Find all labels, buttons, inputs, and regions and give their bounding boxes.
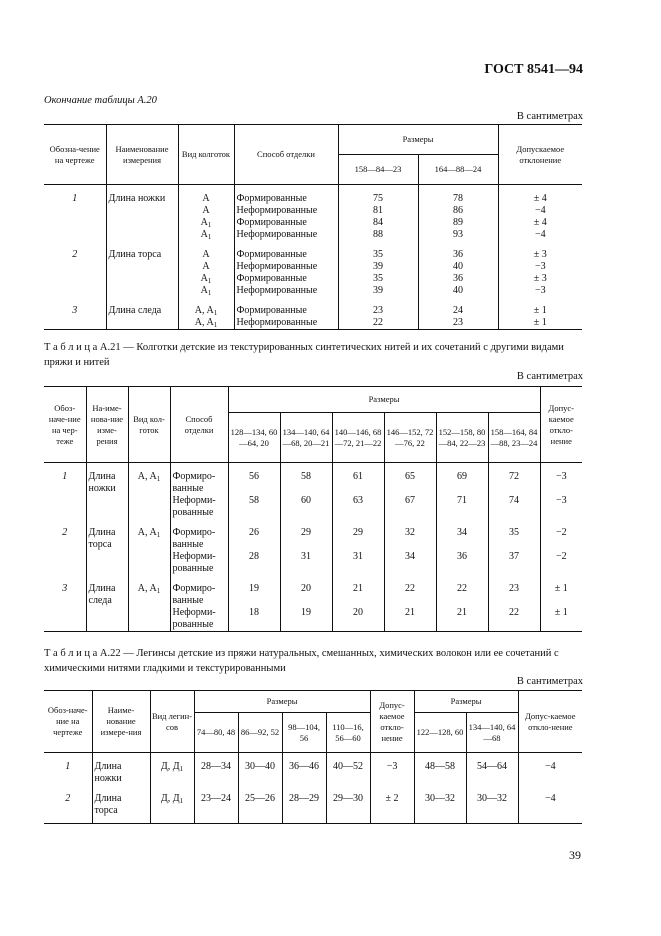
t20-row-number: 3 — [72, 305, 78, 316]
t21-tolerance-value: ± 1 — [554, 583, 568, 594]
t21-size-value: 72 — [509, 471, 519, 482]
t21-cell — [128, 471, 170, 519]
t20-header-measure: Наименование измерения — [106, 125, 178, 185]
t20-measure-name: Длина следа — [108, 305, 162, 316]
t20-cell — [178, 305, 234, 330]
t20-finish: Неформированные — [236, 229, 318, 240]
t21-cell — [280, 583, 332, 632]
t22-size-value: 30—40 — [245, 761, 275, 772]
t22-cell — [92, 761, 150, 785]
t21-cell — [128, 527, 170, 575]
t21-cell — [488, 583, 540, 632]
t20-size-2-value: 36 — [453, 273, 463, 284]
t20-cell — [418, 193, 498, 241]
t21-size-value: 69 — [457, 471, 467, 482]
t20-size-1-value: 39 — [373, 285, 383, 296]
t21-measure-name: Длина — [88, 583, 116, 594]
t22-size-value: 28—29 — [289, 793, 319, 804]
t20-finish: Неформированные — [236, 317, 318, 328]
t21-header-tolerance: Допус-каемое откло-нение — [540, 387, 582, 463]
t20-cell — [498, 193, 582, 241]
t22-tolerance-value: ± 2 — [385, 793, 399, 804]
t20-row-number: 1 — [72, 193, 78, 204]
table-row — [44, 193, 582, 241]
t21-cell — [228, 527, 280, 575]
t20-size-2-value: 93 — [453, 229, 463, 240]
t22-cell — [282, 761, 326, 785]
t20-cell — [106, 249, 178, 297]
t21-cell — [86, 471, 128, 519]
t20-tolerance-value: ± 3 — [533, 273, 547, 284]
t22-cell — [194, 761, 238, 785]
t21-header-size-6: 158—164, 84—88, 23—24 — [488, 413, 540, 463]
t22-size-value: 54—64 — [477, 761, 508, 772]
t21-cell — [332, 471, 384, 519]
t22-header-size-6: 134—140, 64—68 — [466, 713, 518, 753]
t22-size-value: 28—34 — [201, 761, 231, 772]
t22-cell — [238, 761, 282, 785]
t21-cell — [436, 583, 488, 632]
t22-header-measure: Наиме-нование измере-ния — [92, 691, 150, 753]
t22-cell — [44, 761, 92, 785]
t22-cell — [370, 761, 414, 785]
t20-cell — [338, 249, 418, 297]
t21-cell — [332, 527, 384, 575]
t22-header-size-3: 98—104, 56 — [282, 713, 326, 753]
t20-finish: Формированные — [236, 249, 307, 260]
t22-type: Д, $Д_1$ — [160, 761, 184, 773]
t21-size-value: 71 — [457, 495, 467, 506]
t20-type: $A_1$ — [200, 273, 212, 285]
t22-type: Д, $Д_1$ — [160, 793, 184, 805]
t22-header-sizes-b: Размеры — [414, 691, 518, 713]
t20-cell — [44, 193, 106, 241]
table-row — [44, 793, 582, 824]
t21-measure-name: следа — [88, 595, 112, 606]
t20-finish: Неформированные — [236, 285, 318, 296]
t21-finish: Неформи- — [172, 495, 216, 506]
t21-cell — [228, 583, 280, 632]
t20-type: A — [202, 261, 210, 272]
t20-cell — [234, 193, 338, 241]
t21-size-value: 23 — [509, 583, 519, 594]
t20-row-number: 2 — [72, 249, 78, 260]
t20-size-2-value: 89 — [453, 217, 463, 228]
t21-type: A, $A_1$ — [137, 583, 161, 595]
t22-cell — [414, 793, 466, 824]
table-row — [44, 249, 582, 297]
t22-measure-name: торса — [94, 805, 118, 816]
t21-size-value: 67 — [405, 495, 415, 506]
t21-cell — [540, 583, 582, 632]
t20-type: A — [202, 193, 210, 204]
t20-tolerance-value: −4 — [534, 229, 546, 240]
t22-cell — [238, 793, 282, 824]
table-a21-unit: В сантиметрах — [516, 371, 583, 382]
t20-cell — [234, 305, 338, 330]
t22-size-value: 40—52 — [333, 761, 364, 772]
t21-cell — [436, 471, 488, 519]
t21-header-type: Вид кол-готок — [128, 387, 170, 463]
t20-cell — [106, 305, 178, 330]
t20-header-designation: Обозна-чение на чертеже — [44, 125, 106, 185]
t22-size-value: 25—26 — [245, 793, 275, 804]
t20-finish: Формированные — [236, 273, 307, 284]
t22-header-designation: Обоз-наче-ние на чертеже — [44, 691, 92, 753]
t21-type: A, $A_1$ — [137, 471, 161, 483]
t20-size-1-value: 39 — [373, 261, 383, 272]
t21-finish: ванные — [172, 483, 204, 494]
t20-tolerance-value: ± 1 — [533, 317, 547, 328]
t21-tolerance-value: −3 — [555, 495, 567, 506]
t22-cell — [518, 793, 582, 824]
t20-size-1-value: 35 — [373, 249, 383, 260]
t21-size-value: 31 — [301, 551, 311, 562]
t21-header-designation: Обоз-наче-ние на чер-теже — [44, 387, 86, 463]
t22-tolerance-value: −4 — [544, 761, 556, 772]
t22-cell — [150, 761, 194, 785]
t20-size-1-value: 81 — [373, 205, 383, 216]
t22-header-size-4: 110—16, 56—60 — [326, 713, 370, 753]
t21-type: A, $A_1$ — [137, 527, 161, 539]
table-row — [44, 761, 582, 785]
t21-size-value: 26 — [249, 527, 259, 538]
t21-size-value: 19 — [249, 583, 259, 594]
t20-finish: Формированные — [236, 217, 307, 228]
t21-tolerance-value: ± 1 — [554, 607, 568, 618]
t21-size-value: 34 — [457, 527, 467, 538]
t22-size-value: 48—58 — [425, 761, 456, 772]
t21-cell — [280, 471, 332, 519]
table-a20 — [44, 124, 582, 330]
t20-size-1-value: 35 — [373, 273, 383, 284]
t21-finish: ванные — [172, 539, 204, 550]
t21-header-size-5: 152—158, 80—84, 22—23 — [436, 413, 488, 463]
t21-cell — [170, 583, 228, 632]
t20-tolerance-value: ± 3 — [533, 249, 547, 260]
t21-cell — [280, 527, 332, 575]
t21-size-value: 22 — [457, 583, 467, 594]
t20-size-2-value: 24 — [453, 305, 463, 316]
t21-cell — [332, 583, 384, 632]
t22-cell — [370, 793, 414, 824]
t20-finish: Формированные — [236, 193, 307, 204]
t21-size-value: 18 — [249, 607, 259, 618]
t20-cell — [178, 193, 234, 241]
t21-size-value: 36 — [457, 551, 467, 562]
t20-cell — [234, 249, 338, 297]
t20-cell — [418, 249, 498, 297]
t20-type: A — [202, 249, 210, 260]
t20-size-2-value: 36 — [453, 249, 463, 260]
t21-header-finish: Способ отделки — [170, 387, 228, 463]
t22-size-value: 29—30 — [333, 793, 364, 804]
t22-measure-name: ножки — [94, 773, 122, 784]
t20-size-2-value: 40 — [453, 261, 463, 272]
t20-size-2-value: 86 — [453, 205, 463, 216]
t20-cell — [44, 305, 106, 330]
t21-finish: Неформи- — [172, 551, 216, 562]
t21-size-value: 22 — [509, 607, 519, 618]
table-a22-caption: Т а б л и ц а А.22 — Легинсы детские из пряжи натуральных, смешанных, химических волокон или ее сочетаний с химическими нитями гладкими и текстурированными — [44, 648, 559, 674]
t21-size-value: 56 — [249, 471, 259, 482]
t22-cell — [326, 793, 370, 824]
t21-cell — [228, 471, 280, 519]
t21-tolerance-value: −2 — [555, 551, 567, 562]
t21-cell — [170, 471, 228, 519]
t21-size-value: 74 — [509, 495, 519, 506]
t21-cell — [44, 583, 86, 632]
t21-size-value: 34 — [405, 551, 415, 562]
table-a22 — [44, 690, 582, 824]
t21-finish: ванные — [172, 595, 204, 606]
table-a21 — [44, 386, 582, 632]
t21-size-value: 32 — [405, 527, 415, 538]
t21-row-number: 2 — [62, 527, 68, 538]
t22-row-number: 1 — [65, 761, 71, 772]
t22-size-value: 36—46 — [289, 761, 319, 772]
t21-cell — [384, 471, 436, 519]
t21-size-value: 19 — [301, 607, 311, 618]
t20-cell — [498, 249, 582, 297]
t21-cell — [86, 527, 128, 575]
t20-tolerance-value: ± 1 — [533, 305, 547, 316]
t20-size-2-value: 40 — [453, 285, 463, 296]
t20-type: $A_1$ — [200, 285, 212, 297]
table-a20-unit: В сантиметрах — [516, 111, 583, 122]
t21-size-value: 21 — [353, 583, 363, 594]
table-row — [44, 527, 582, 575]
t22-cell — [194, 793, 238, 824]
t21-size-value: 58 — [301, 471, 311, 482]
t20-header-size-2: 164—88—24 — [418, 155, 498, 185]
t20-finish: Формированные — [236, 305, 307, 316]
t21-measure-name: Длина — [88, 471, 116, 482]
t21-header-size-3: 140—146, 68—72, 21—22 — [332, 413, 384, 463]
t20-cell — [44, 249, 106, 297]
t21-header-sizes: Размеры — [228, 387, 540, 413]
t20-finish: Неформированные — [236, 205, 318, 216]
t20-type: $A_1$ — [200, 229, 212, 241]
t20-type: A, $A_1$ — [194, 305, 218, 317]
t22-size-value: 30—32 — [477, 793, 508, 804]
t22-cell — [92, 793, 150, 824]
t22-header-tolerance-a: Допус-каемое откло-нение — [370, 691, 414, 753]
t21-size-value: 63 — [353, 495, 363, 506]
t21-size-value: 35 — [509, 527, 519, 538]
table-row — [44, 305, 582, 330]
t21-cell — [540, 471, 582, 519]
t20-cell — [106, 193, 178, 241]
t22-cell — [466, 793, 518, 824]
t21-cell — [384, 527, 436, 575]
t21-tolerance-value: −3 — [555, 471, 567, 482]
t21-cell — [436, 527, 488, 575]
page-number: 39 — [569, 848, 581, 862]
t22-cell — [44, 793, 92, 824]
table-row — [44, 471, 582, 519]
t20-size-1-value: 84 — [373, 217, 383, 228]
table-a22-unit: В сантиметрах — [516, 676, 583, 687]
t20-cell — [338, 305, 418, 330]
t21-row-number: 1 — [62, 471, 68, 482]
t21-cell — [44, 471, 86, 519]
t20-type: $A_1$ — [200, 217, 212, 229]
t21-size-value: 29 — [301, 527, 311, 538]
t21-cell — [170, 527, 228, 575]
t21-finish: Формиро- — [172, 471, 216, 482]
t22-cell — [466, 761, 518, 785]
table-a20-caption: Окончание таблицы А.20 — [44, 95, 157, 106]
t22-row-number: 2 — [65, 793, 71, 804]
t22-size-value: 23—24 — [201, 793, 231, 804]
t21-cell — [86, 583, 128, 632]
t22-cell — [518, 761, 582, 785]
t21-cell — [488, 527, 540, 575]
t21-cell — [488, 471, 540, 519]
t22-measure-name: Длина — [94, 793, 122, 804]
table-a21-caption: Т а б л и ц а А.21 — Колготки детские из текстурированных синтетических нитей и их сочетаний с другими видами пряжи и нитей — [44, 342, 564, 368]
t20-header-tolerance: Допускаемое отклонение — [498, 125, 582, 185]
t20-tolerance-value: ± 4 — [533, 193, 547, 204]
t20-header-sizes: Размеры — [338, 125, 498, 155]
t21-size-value: 28 — [249, 551, 259, 562]
t22-size-value: 30—32 — [425, 793, 456, 804]
t20-type: A, $A_1$ — [194, 317, 218, 329]
t20-tolerance-value: ± 4 — [533, 217, 547, 228]
t22-header-size-5: 122—128, 60 — [414, 713, 466, 753]
t22-cell — [414, 761, 466, 785]
t21-finish: рованные — [172, 619, 214, 630]
t20-size-1-value: 75 — [373, 193, 383, 204]
t21-size-value: 65 — [405, 471, 415, 482]
t20-size-1-value: 22 — [373, 317, 383, 328]
t21-size-value: 60 — [301, 495, 311, 506]
t21-size-value: 31 — [353, 551, 363, 562]
t22-header-sizes-a: Размеры — [194, 691, 370, 713]
t21-finish: Неформи- — [172, 607, 216, 618]
t20-tolerance-value: −3 — [534, 261, 546, 272]
t20-size-1-value: 88 — [373, 229, 383, 240]
t20-measure-name: Длина торса — [108, 249, 162, 260]
t21-finish: Формиро- — [172, 527, 216, 538]
t22-measure-name: Длина — [94, 761, 122, 772]
t20-cell — [418, 305, 498, 330]
t21-size-value: 29 — [353, 527, 363, 538]
t20-tolerance-value: −3 — [534, 285, 546, 296]
t20-header-type: Вид колготок — [178, 125, 234, 185]
t21-finish: рованные — [172, 507, 214, 518]
t21-finish: рованные — [172, 563, 214, 574]
t21-size-value: 58 — [249, 495, 259, 506]
t21-header-size-2: 134—140, 64—68, 20—21 — [280, 413, 332, 463]
t21-cell — [540, 527, 582, 575]
t22-cell — [326, 761, 370, 785]
t21-size-value: 21 — [405, 607, 415, 618]
t20-header-size-1: 158—84—23 — [338, 155, 418, 185]
t21-cell — [384, 583, 436, 632]
t20-cell — [498, 305, 582, 330]
t21-cell — [44, 527, 86, 575]
t22-header-tolerance-b: Допус-каемое откло-нение — [518, 691, 582, 753]
t21-size-value: 61 — [353, 471, 363, 482]
t20-finish: Неформированные — [236, 261, 318, 272]
t20-size-2-value: 23 — [453, 317, 463, 328]
t21-header-size-4: 146—152, 72—76, 22 — [384, 413, 436, 463]
t21-size-value: 20 — [353, 607, 363, 618]
t22-cell — [282, 793, 326, 824]
t21-cell — [128, 583, 170, 632]
t21-measure-name: торса — [88, 539, 112, 550]
t20-header-finish: Способ отделки — [234, 125, 338, 185]
t20-cell — [178, 249, 234, 297]
t22-header-size-2: 86—92, 52 — [238, 713, 282, 753]
t21-measure-name: ножки — [88, 483, 116, 494]
t22-header-size-1: 74—80, 48 — [194, 713, 238, 753]
t21-header-size-1: 128—134, 60—64, 20 — [228, 413, 280, 463]
t20-measure-name: Длина ножки — [108, 193, 166, 204]
t21-finish: Формиро- — [172, 583, 216, 594]
t21-header-measure: На-име-нова-ние изме-рения — [86, 387, 128, 463]
t20-type: A — [202, 205, 210, 216]
t22-tolerance-value: −4 — [544, 793, 556, 804]
standard-title: ГОСТ 8541—94 — [484, 62, 583, 77]
t21-measure-name: Длина — [88, 527, 116, 538]
t22-tolerance-value: −3 — [386, 761, 398, 772]
t20-cell — [338, 193, 418, 241]
t20-size-1-value: 23 — [373, 305, 383, 316]
t21-size-value: 22 — [405, 583, 415, 594]
t21-row-number: 3 — [62, 583, 68, 594]
t20-tolerance-value: −4 — [534, 205, 546, 216]
t22-header-type: Вид легин-сов — [150, 691, 194, 753]
t21-size-value: 20 — [301, 583, 311, 594]
table-row — [44, 583, 582, 632]
t21-tolerance-value: −2 — [555, 527, 567, 538]
t22-cell — [150, 793, 194, 824]
t20-size-2-value: 78 — [453, 193, 463, 204]
t21-size-value: 21 — [457, 607, 467, 618]
t21-size-value: 37 — [509, 551, 519, 562]
